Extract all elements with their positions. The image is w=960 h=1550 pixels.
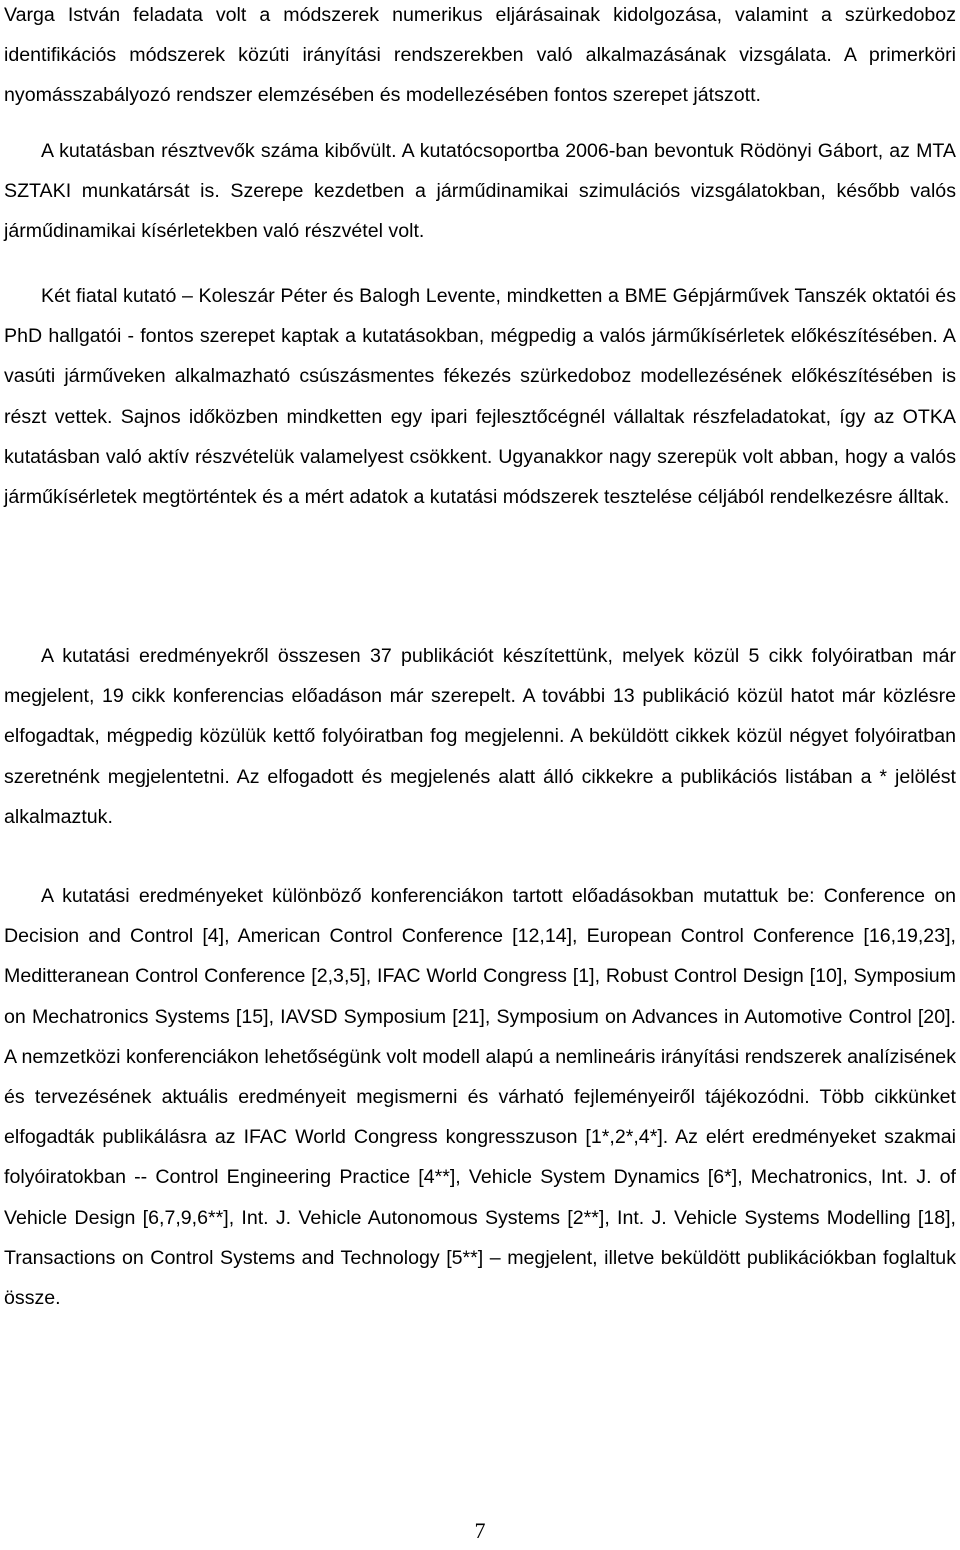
paragraph-team-member-varga: Varga István feladata volt a módszerek numerikus eljárásainak kidolgozása, valamint a szürkedoboz identifikációs módszerek közúti irányítási rendszerekben való alkalmazásának vizsgálata. A primerköri nyomásszabályozó rendszer elemzésében és modellezésében fontos szerepet játszott. xyxy=(4,4,956,107)
paragraph-conferences-journals: A kutatási eredményeket különböző konferenciákon tartott előadásokban mutattuk be: Conference on Decision and Control [4], American Control Conference [12,14], European Control Conference [16,19,23], Meditteranean Control Conference [2,3,5], IFAC World Congress [1], Robust Control Design [10], Symposium on Mechatronics Systems [15], IAVSD Symposium [21], Symposium on Advances in Automotive Control [20]. A nemzetközi konferenciákon lehetőségünk volt modell alapú a nemlineáris irányítási rendszerek analízisének és tervezésének aktuális eredményeit megismerni és várható fejleményeiről tájékozódni. Több cikkünket elfogadták publikálásra az IFAC World Congress kongresszuson [1*,2*,4*]. Az elért eredményeket szakmai folyóiratokban -- Control Engineering Practice [4**], Vehicle System Dynamics [6*], Mechatronics, Int. J. of Vehicle Design [6,7,9,6**], Int. J. Vehicle Autonomous Systems [2**], Int. J. Vehicle Systems Modelling [18], Transactions on Control Systems and Technology [5**] – megjelent, illetve beküldött publikációkban foglaltuk össze. xyxy=(4,885,956,1310)
paragraph-research-participants: A kutatásban résztvevők száma kibővült. A kutatócsoportba 2006-ban bevontuk Rödönyi Gábort, az MTA SZTAKI munkatársát is. Szerepe kezdetben a járműdinamikai szimulációs vizsgálatokban, később valós járműdinamikai kísérletekben való részvétel volt. xyxy=(4,140,956,243)
paragraph-young-researchers: Két fiatal kutató – Koleszár Péter és Balogh Levente, mindketten a BME Gépjárművek Tanszék oktatói és PhD hallgatói - fontos szerepet kaptak a kutatásokban, mégpedig a valós járműkísérletek előkészítésében. A vasúti járműveken alkalmazható csúszásmentes fékezés szürkedoboz modellezésének előkészítésében is részt vettek. Sajnos időközben mindketten egy ipari fejlesztőcégnél vállaltak részfeladatokat, így az OTKA kutatásban való aktív részvételük valamelyest csökkent. Ugyanakkor nagy szerepük volt abban, hogy a valós járműkísérletek megtörténtek és a mért adatok a kutatási módszerek tesztelése céljából rendelkezésre álltak. xyxy=(4,285,956,509)
page-number: 7 xyxy=(474,1518,486,1543)
paragraph-publication-summary: A kutatási eredményekről összesen 37 publikációt készítettünk, melyek közül 5 cikk folyóiratban már megjelent, 19 cikk konferencias előadáson már szerepelt. A további 13 publikáció közül hatot már közlésre elfogadtak, mégpedig közülük kettő folyóiratban fog megjelenni. A beküldött cikkek közül négyet folyóiratban szeretnénk megjelentetni. Az elfogadott és megjelenés alatt álló cikkekre a publikációs listában a * jelölést alkalmaztuk. xyxy=(4,645,956,828)
